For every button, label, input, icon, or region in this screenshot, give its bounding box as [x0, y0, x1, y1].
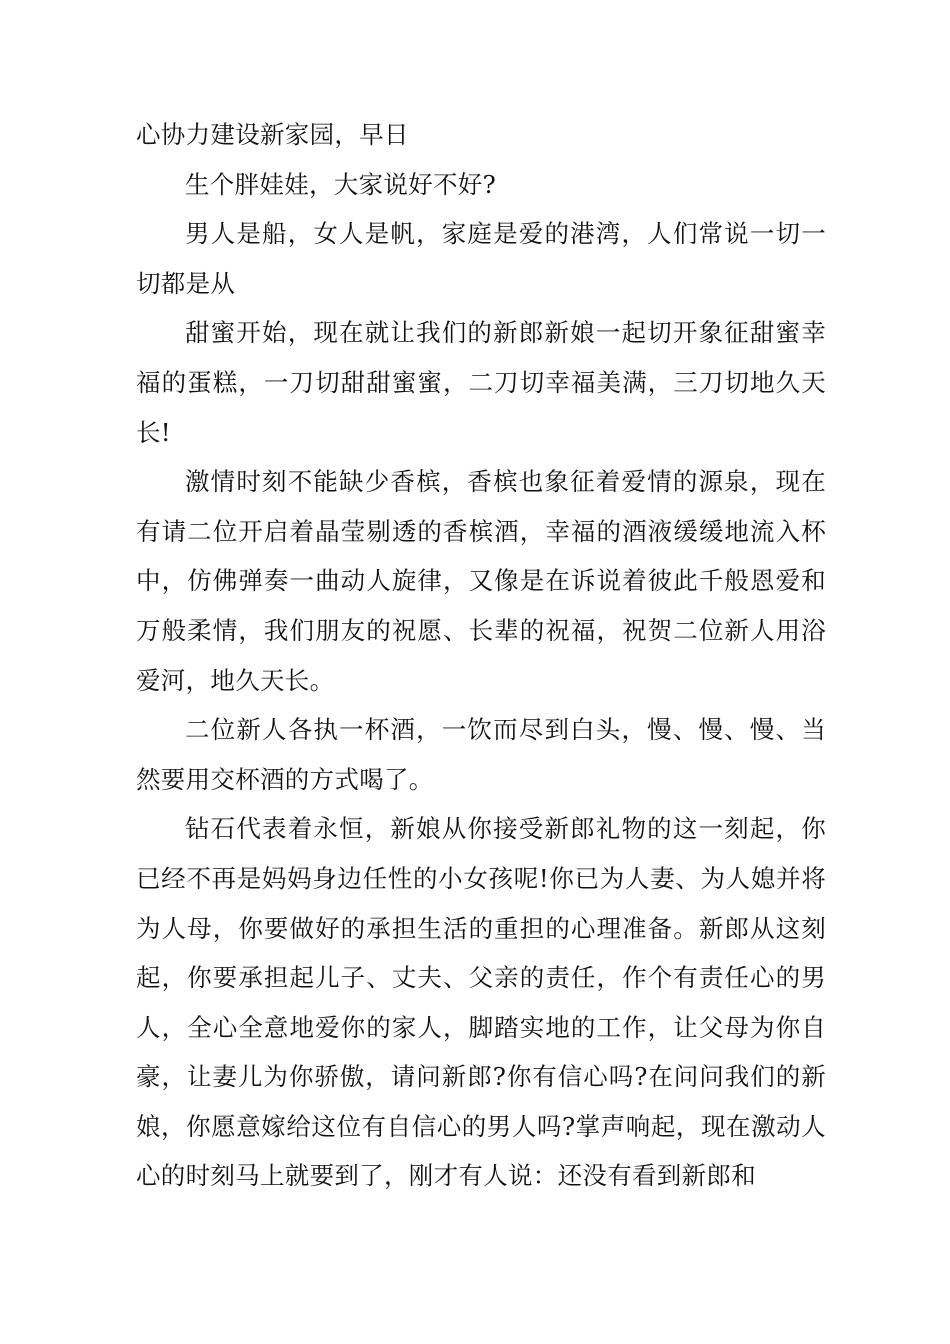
- paragraph-7: 钻石代表着永恒，新娘从你接受新郎礼物的这一刻起，你已经不再是妈妈身边任性的小女孩呢!你已为人妻、为人媳并将为人母，你要做好的承担生活的重担的心理准备。新郎从这刻起，你要承担起儿子、丈夫、父亲的责任，作个有责任心的男人，全心全意地爱你的家人，脚踏实地的工作，让父母为你自豪，让妻儿为你骄傲，请问新郎?你有信心吗?在问问我们的新娘，你愿意嫁给这位有自信心的男人吗?掌声响起，现在激动人心的时刻马上就要到了，刚才有人说：还没有看到新郎和: [136, 814, 826, 1191]
- paragraph-1: 心协力建设新家园，早日: [136, 120, 409, 149]
- paragraph-6: 二位新人各执一杯酒，一饮而尽到白头，慢、慢、慢、当然要用交杯酒的方式喝了。: [136, 715, 826, 794]
- paragraph-2: 生个胖娃娃，大家说好不好?: [185, 169, 497, 199]
- document-body: [136, 110, 826, 1201]
- paragraph-5: 激情时刻不能缺少香槟，香槟也象征着爱情的源泉，现在有请二位开启着晶莹剔透的香槟酒，幸福的酒液缓缓地流入杯中，仿佛弹奏一曲动人旋律，又像是在诉说着彼此千般恩爱和万般柔情，我们朋友的祝愿、长辈的祝福，祝贺二位新人用浴爱河，地久天长。: [136, 467, 826, 695]
- paragraph-3: 男人是船，女人是帆，家庭是爱的港湾，人们常说一切一切都是从: [136, 219, 826, 298]
- paragraph-4: 甜蜜开始，现在就让我们的新郎新娘一起切开象征甜蜜幸福的蛋糕，一刀切甜甜蜜蜜，二刀切幸福美满，三刀切地久天长!: [136, 318, 826, 447]
